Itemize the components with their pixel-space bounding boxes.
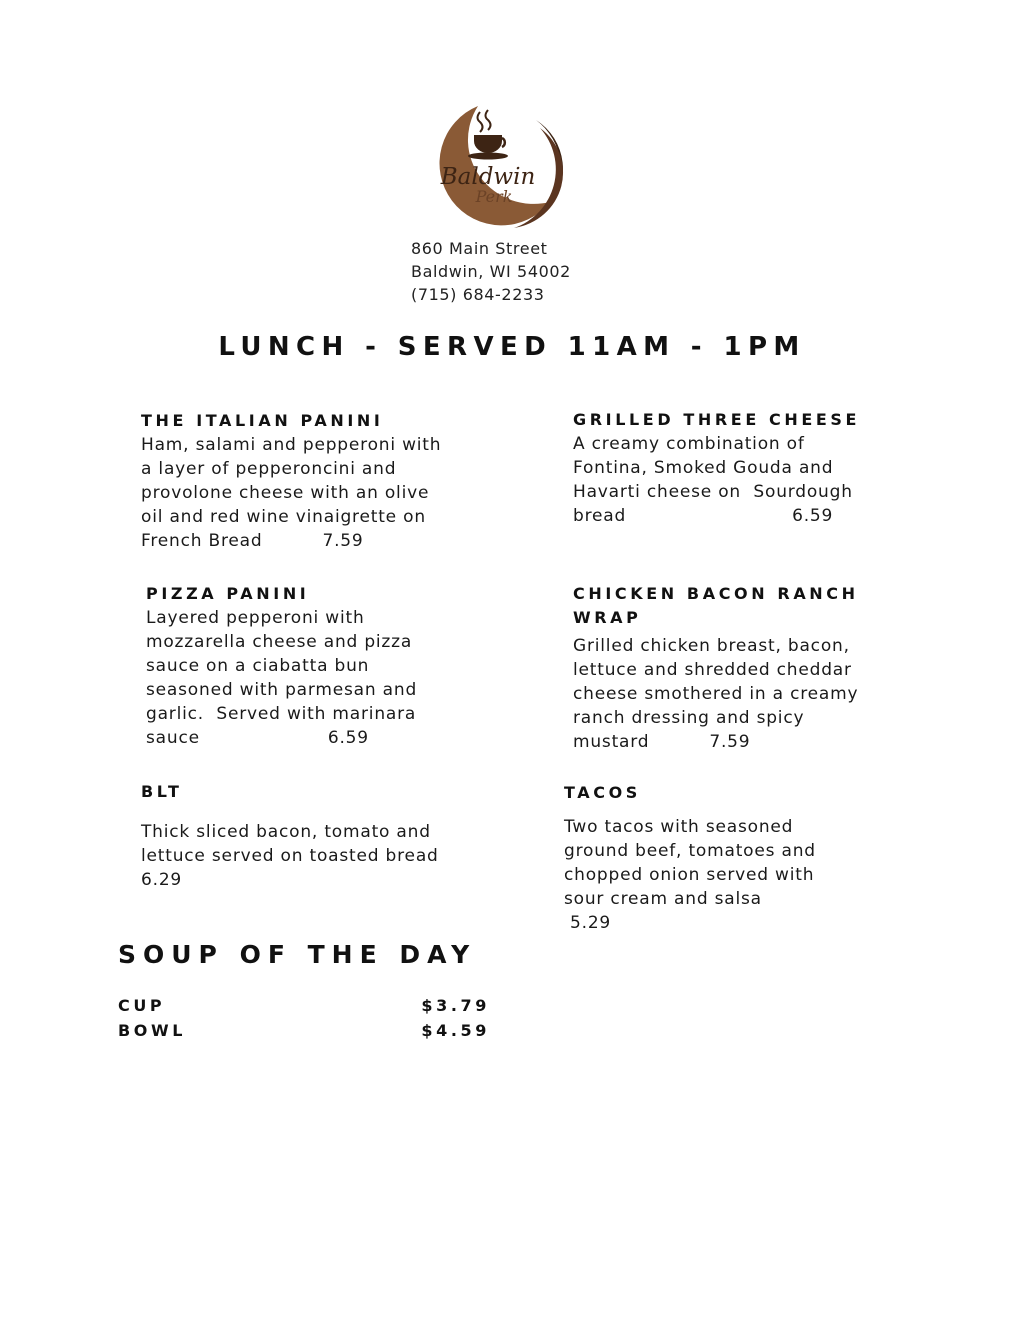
item-name-line: WRAP (573, 608, 642, 627)
description-line: chopped onion served with (564, 865, 815, 885)
soup-row-bowl (118, 1021, 490, 1040)
soup-label: BOWL (118, 1021, 187, 1040)
item-price: 5.29 (570, 913, 612, 933)
baldwin-perk-logo (418, 98, 566, 240)
description-line: provolone cheese with an olive (141, 483, 430, 503)
menu-item-chicken-bacon-ranch-wrap (573, 582, 859, 754)
description-line: Two tacos with seasoned (564, 817, 794, 837)
menu-item-blt (141, 780, 439, 892)
item-name: BLT (141, 782, 183, 801)
logo-line2: Perk (475, 187, 513, 206)
item-name: PIZZA PANINI (146, 584, 310, 603)
soup-price: $3.79 (421, 996, 490, 1015)
item-description (573, 634, 859, 754)
item-description (141, 433, 441, 553)
item-description (564, 815, 816, 935)
menu-title: LUNCH - SERVED 11AM - 1PM (218, 332, 806, 362)
logo-line1: Baldwin (440, 164, 536, 190)
description-line: mustard (573, 732, 650, 752)
description-line: Ham, salami and pepperoni with (141, 435, 442, 455)
description-line: sauce on a ciabatta bun (146, 656, 370, 676)
description-line: garlic. Served with marinara (146, 704, 417, 724)
address-city: Baldwin, WI 54002 (411, 262, 571, 281)
description-line: sauce (146, 728, 200, 748)
description-line: lettuce served on toasted bread (141, 846, 439, 866)
description-line: seasoned with parmesan and (146, 680, 418, 700)
description-line: A creamy combination of (573, 434, 805, 454)
item-name (573, 582, 859, 630)
description-line: Thick sliced bacon, tomato and (141, 822, 431, 842)
soup-row-cup (118, 996, 490, 1015)
item-description (573, 432, 860, 528)
item-price: 6.29 (141, 870, 183, 890)
address-phone: (715) 684-2233 (411, 285, 545, 304)
item-name: THE ITALIAN PANINI (141, 411, 384, 430)
item-name: GRILLED THREE CHEESE (573, 410, 861, 429)
description-line: Fontina, Smoked Gouda and (573, 458, 834, 478)
description-line: French Bread (141, 531, 263, 551)
item-name-line: CHICKEN BACON RANCH (573, 584, 859, 603)
coffee-cup-icon (468, 110, 508, 160)
soup-title: SOUP OF THE DAY (118, 940, 477, 969)
description-line: sour cream and salsa (564, 889, 762, 909)
description-line: Havarti cheese on Sourdough (573, 482, 853, 502)
description-line: mozzarella cheese and pizza (146, 632, 413, 652)
item-name: TACOS (564, 783, 641, 802)
item-price: 7.59 (322, 531, 364, 551)
item-description (146, 606, 417, 750)
menu-item-grilled-three-cheese (573, 408, 860, 528)
item-price: 7.59 (709, 732, 751, 752)
description-line: Layered pepperoni with (146, 608, 365, 628)
description-line: ranch dressing and spicy (573, 708, 805, 728)
address-block (411, 237, 571, 306)
soup-price: $4.59 (421, 1021, 490, 1040)
description-line: bread (573, 506, 627, 526)
item-description (141, 820, 439, 892)
description-line: Grilled chicken breast, bacon, (573, 636, 850, 656)
menu-item-italian-panini (141, 409, 441, 553)
soup-label: CUP (118, 996, 166, 1015)
description-line: a layer of pepperoncini and (141, 459, 397, 479)
address-street: 860 Main Street (411, 239, 548, 258)
item-price: 6.59 (327, 728, 369, 748)
menu-item-tacos (564, 781, 816, 935)
item-price: 6.59 (792, 506, 834, 526)
description-line: lettuce and shredded cheddar (573, 660, 852, 680)
description-line: ground beef, tomatoes and (564, 841, 816, 861)
menu-item-pizza-panini (146, 582, 417, 750)
description-line: cheese smothered in a creamy (573, 684, 859, 704)
description-line: oil and red wine vinaigrette on (141, 507, 426, 527)
